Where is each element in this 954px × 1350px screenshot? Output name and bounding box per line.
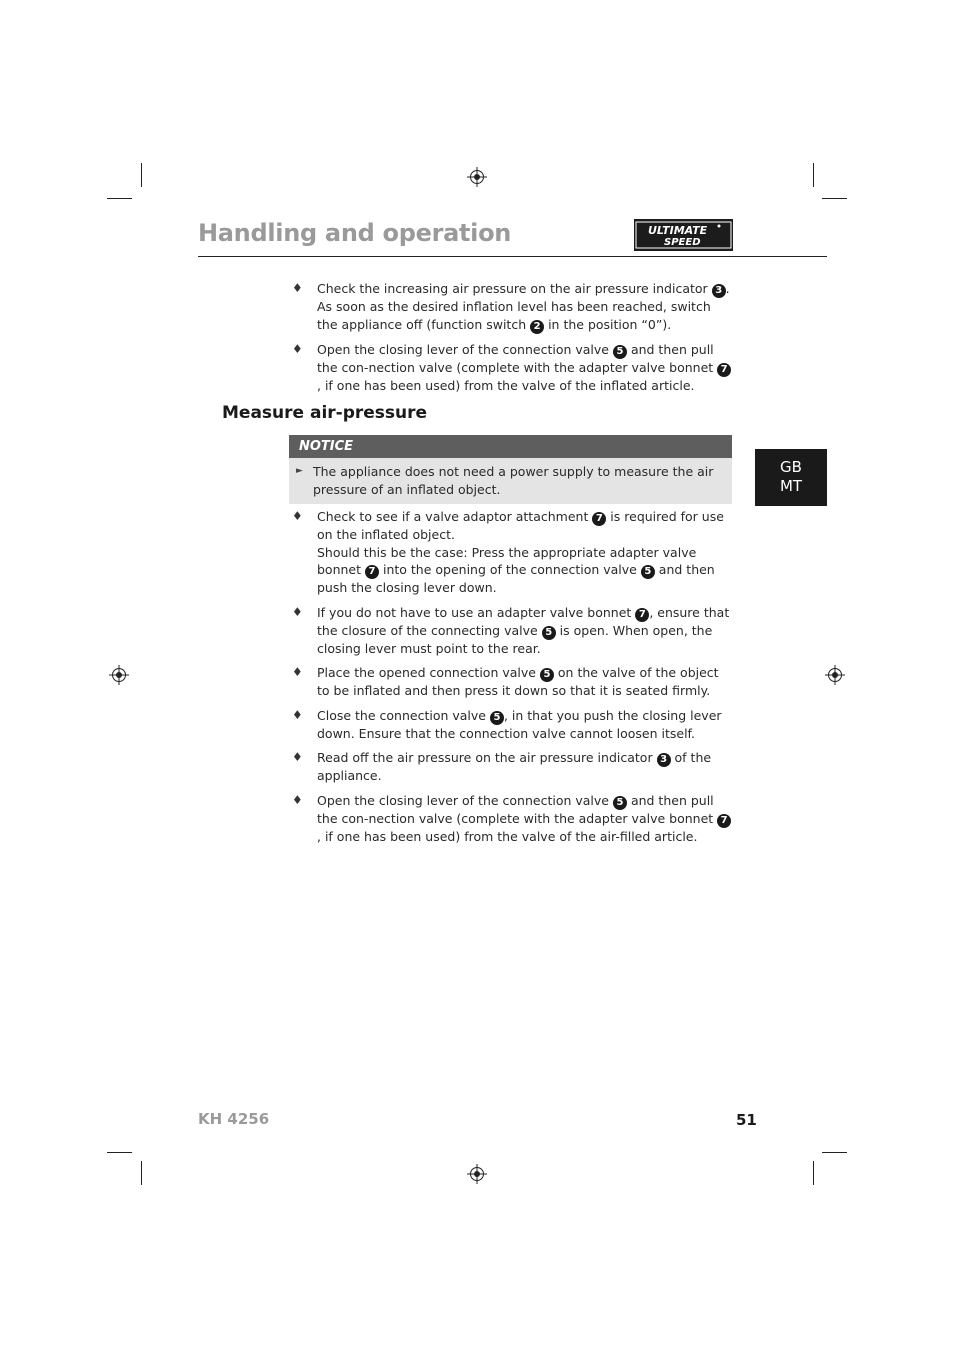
header-rule <box>198 256 827 257</box>
crop-mark <box>141 163 142 187</box>
part-number-badge: 5 <box>613 796 627 810</box>
logo-word-1: ULTIMATE <box>648 224 708 237</box>
instruction-list <box>292 508 732 852</box>
registration-mark-icon <box>467 1164 487 1184</box>
list-item-text: and then pull the con-nection valve (complete with the adapter valve bonnet <box>317 792 718 826</box>
list-item-text: Open the closing lever of the connection valve <box>317 341 613 357</box>
notice-body <box>289 458 732 504</box>
list-item-text: . As soon as the desired inflation level has been reached, switch the appliance off (function switch <box>317 281 730 332</box>
crop-mark <box>822 1152 847 1153</box>
list-item-text: , in that you push the closing lever down. Ensure that the connection valve cannot loosen itself. <box>317 707 722 741</box>
language-tab <box>755 449 827 506</box>
part-number-badge: 2 <box>530 320 544 334</box>
list-item-text: on the valve of the object to be inflated and then press it down so that it is seated firmly. <box>317 665 719 698</box>
part-number-badge: 7 <box>365 565 379 579</box>
diamond-bullet-icon: ♦ <box>292 750 303 764</box>
list-item-text: Place the opened connection valve <box>317 665 540 680</box>
list-item-text: Open the closing lever of the connection valve <box>317 792 613 808</box>
notice-text: The appliance does not need a power supply to measure the air pressure of an inflated object. <box>313 464 714 497</box>
language-code-mt: MT <box>779 477 803 495</box>
list-item <box>292 604 732 658</box>
triangle-right-icon: ► <box>296 466 303 476</box>
registration-mark-icon <box>109 665 129 685</box>
language-code-gb: GB <box>780 458 802 476</box>
brand-logo <box>634 219 733 251</box>
footer-model-number: KH 4256 <box>198 1110 270 1128</box>
crop-mark <box>141 1161 142 1185</box>
part-number-badge: 3 <box>657 753 671 767</box>
list-item-text: is required for use on the inflated object. <box>317 509 724 542</box>
list-item-text: and then push the closing lever down. <box>317 562 715 595</box>
part-number-badge: 3 <box>712 284 726 298</box>
part-number-badge: 5 <box>540 668 554 682</box>
list-item-text: Check to see if a valve adaptor attachment <box>317 509 593 524</box>
list-item-text: , if one has been used) from the valve of the inflated article. <box>317 377 695 393</box>
list-item-text: , if one has been used) from the valve of the air-filled article. <box>317 828 698 844</box>
part-number-badge: 7 <box>717 814 731 828</box>
list-item <box>292 508 732 597</box>
list-item-text: , ensure that the closure of the connecting valve <box>317 604 730 638</box>
diamond-bullet-icon: ♦ <box>292 792 303 807</box>
notice-box <box>289 435 732 504</box>
list-item-text: of the appliance. <box>317 750 712 783</box>
part-number-badge: 5 <box>542 626 556 640</box>
diamond-bullet-icon: ♦ <box>292 604 303 619</box>
list-item <box>292 280 732 334</box>
list-item-text: is open. When open, the closing lever must point to the rear. <box>317 622 713 656</box>
crop-mark <box>107 198 132 199</box>
notice-heading: NOTICE <box>289 435 732 458</box>
diamond-bullet-icon: ♦ <box>292 707 303 722</box>
part-number-badge: 5 <box>490 711 504 725</box>
page-title: Handling and operation <box>198 219 512 247</box>
part-number-badge: 5 <box>641 565 655 579</box>
diamond-bullet-icon: ♦ <box>292 665 303 679</box>
crop-mark <box>107 1152 132 1153</box>
diamond-bullet-icon: ♦ <box>292 509 303 523</box>
list-item-text: If you do not have to use an adapter valve bonnet <box>317 604 636 620</box>
diamond-bullet-icon: ♦ <box>292 281 303 295</box>
crop-mark <box>813 1161 814 1185</box>
diamond-bullet-icon: ♦ <box>292 341 303 356</box>
registration-mark-icon <box>825 665 845 685</box>
crop-mark <box>813 163 814 187</box>
list-item-text: into the opening of the connection valve <box>379 562 641 577</box>
part-number-badge: 7 <box>592 512 606 526</box>
list-item <box>292 707 732 743</box>
list-item <box>292 341 732 395</box>
part-number-badge: 7 <box>717 363 731 377</box>
instruction-list <box>292 280 732 401</box>
crop-mark <box>822 198 847 199</box>
page-number: 51 <box>736 1111 757 1129</box>
part-number-badge: 7 <box>635 608 649 622</box>
list-item-text: Check the increasing air pressure on the air pressure indicator <box>317 281 712 296</box>
list-item-text: Read off the air pressure on the air pressure indicator <box>317 750 657 765</box>
list-item-text: Close the connection valve <box>317 707 490 723</box>
logo-word-2: SPEED <box>664 237 701 248</box>
section-title: Measure air-pressure <box>222 403 428 423</box>
part-number-badge: 5 <box>613 345 627 359</box>
list-item <box>292 664 732 700</box>
list-item <box>292 792 732 846</box>
list-item-text: and then pull the con-nection valve (complete with the adapter valve bonnet <box>317 341 718 375</box>
list-item-text: Should this be the case: Press the appropriate adapter valve bonnet <box>317 544 697 577</box>
list-item <box>292 749 732 785</box>
list-item-text: in the position “0”). <box>544 316 672 332</box>
registration-mark-icon <box>467 167 487 187</box>
